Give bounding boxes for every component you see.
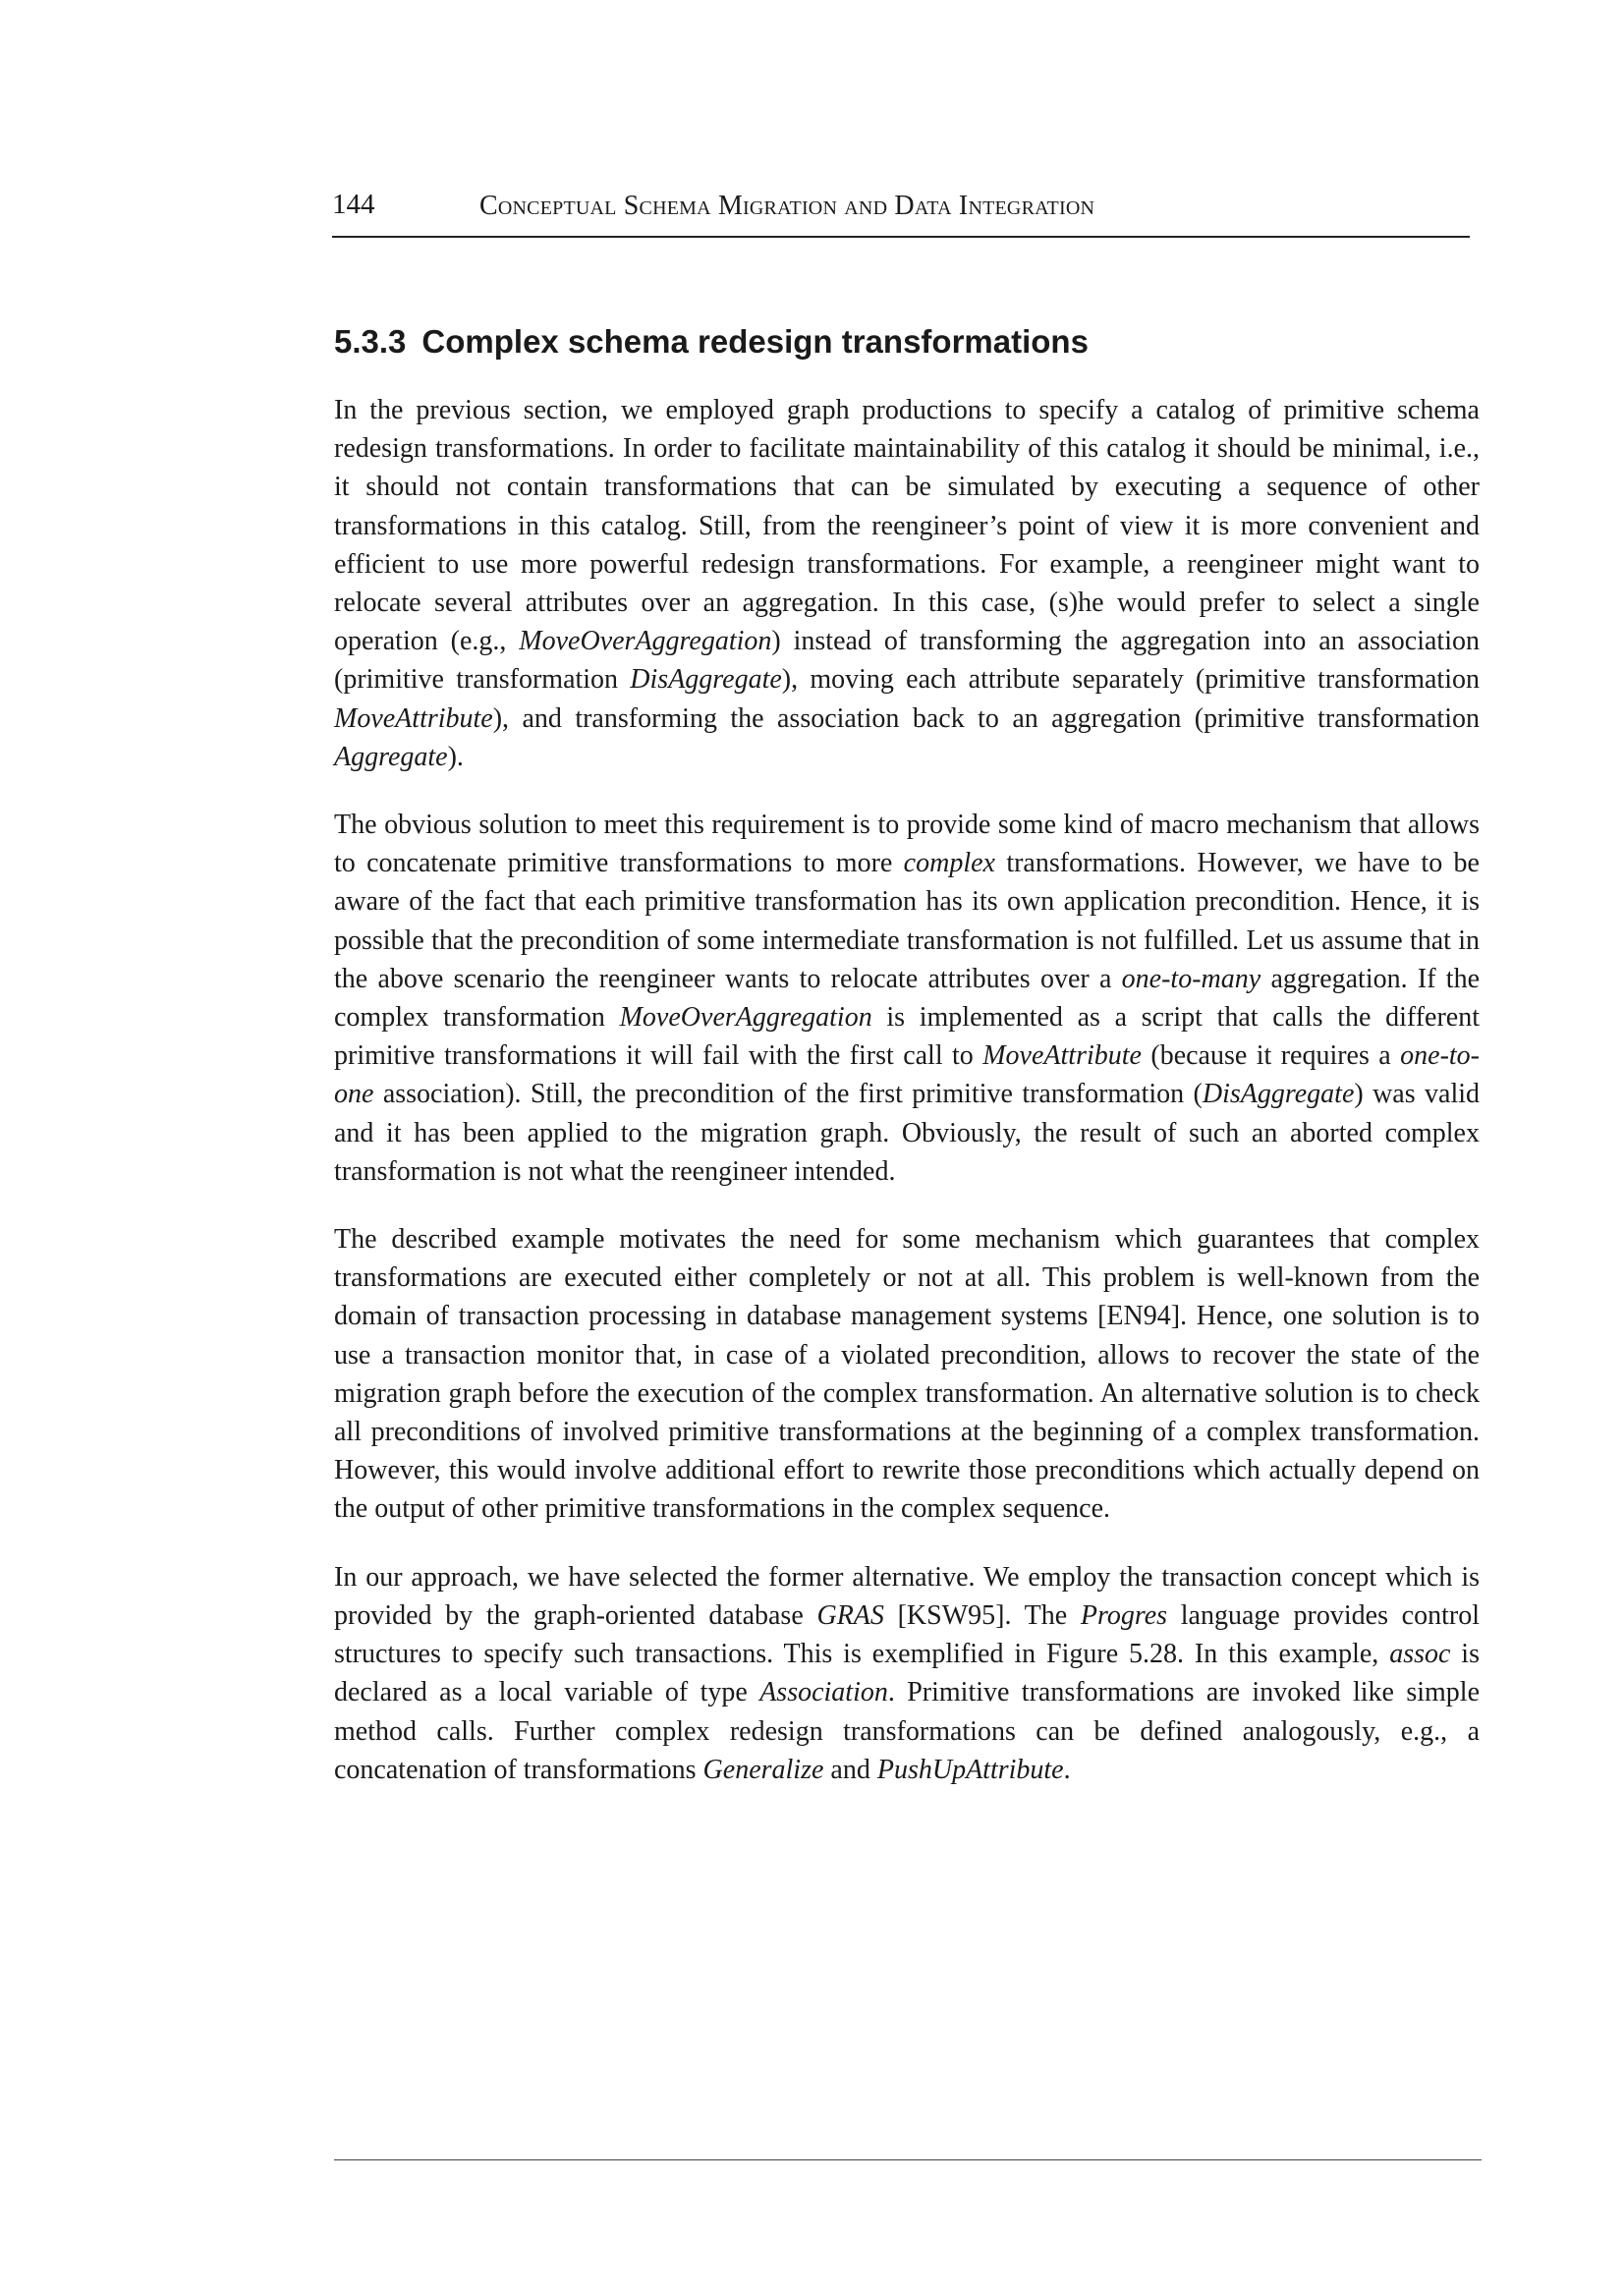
italic-term: Aggregate (334, 741, 448, 772)
text-run: aggregation. If the complex transformation (334, 963, 1480, 1034)
text-run: is implemented as a script that calls the different primitive transformations it will fail with the first call to (334, 1002, 1480, 1072)
italic-term: MoveOverAggregation (619, 1002, 872, 1034)
italic-term: PushUpAttribute (876, 1754, 1064, 1785)
italic-term: DisAggregate (630, 664, 782, 696)
section-number: 5.3.3 (334, 323, 407, 360)
body-text (334, 391, 1480, 1819)
text-run: and (823, 1754, 877, 1785)
section-title: Complex schema redesign transformations (421, 323, 1089, 360)
text-run: The obvious solution to meet this requirement is to provide some kind of macro mechanism that allows to concatenate primitive transformations to more (334, 810, 1480, 879)
text-run: ), and transforming the association back to an aggregation (primitive transformation (492, 702, 1480, 734)
italic-term: Association (759, 1677, 888, 1708)
text-run: . Primitive transformations are invoked like simple method calls. Further complex redesign transformations can be defined analogously, e.g., a concatenation of transformations (334, 1677, 1480, 1785)
section-heading (334, 322, 1089, 362)
footer-rule (334, 2159, 1482, 2160)
paragraph (334, 391, 1480, 776)
text-run: [KSW95]. The (883, 1599, 1081, 1631)
running-title: Conceptual Schema Migration and Data Integration (479, 191, 1095, 221)
paragraph (334, 806, 1480, 1191)
text-run: In the previous section, we employed graph productions to specify a catalog of primitive schema redesign transformations. In order to facilitate maintainability of this catalog it should be minimal, i.e., it should not contain transformations that can be simulated by executing a sequence of other transformations in this catalog. Still, from the reengineer’s point of view it is more convenient and efficient to use more powerful redesign transformations. For example, a reengineer might want to relocate several attributes over an aggregation. In this case, (s)he would prefer to select a single operation (e.g., (334, 395, 1480, 657)
paragraph (334, 1558, 1480, 1789)
text-run: The described example motivates the need for some mechanism which guarantees that complex transformations are executed either completely or not at all. This problem is well-known from the domain of transaction processing in database management systems [EN94]. Hence, one solution is to use a transaction monitor that, in case of a violated precondition, allows to recover the state of the migration graph before the execution of the complex transformation. An alternative solution is to check all preconditions of involved primitive transformations at the beginning of a complex transformation. However, this would involve additional effort to rewrite those preconditions which actually depend on the output of other primitive transformations in the complex sequence. (334, 1224, 1480, 1525)
text-run: ) instead of transforming the aggregation into an association (primitive transformation (334, 626, 1480, 696)
text-run: (because it requires a (1141, 1040, 1401, 1072)
text-run: ), moving each attribute separately (primitive transformation (781, 664, 1480, 696)
text-run: . (1063, 1754, 1071, 1785)
text-run: ). (447, 741, 464, 772)
text-run: language provides control structures to specify such transactions. This is exemplified in Figure 5.28. In this example, (334, 1599, 1480, 1670)
italic-term: complex (903, 848, 995, 879)
italic-term: assoc (1389, 1639, 1451, 1670)
text-run: is declared as a local variable of type (334, 1639, 1480, 1708)
italic-term: one-to-one (334, 1040, 1480, 1110)
page-number: 144 (332, 189, 375, 220)
running-header (332, 185, 1470, 238)
italic-term: MoveAttribute (334, 702, 493, 734)
text-run: ) was valid and it has been applied to the migration graph. Obviously, the result of such an aborted complex transformation is not what the reengineer intended. (334, 1079, 1480, 1187)
italic-term: one-to-many (1121, 963, 1261, 994)
text-run: In our approach, we have selected the former alternative. We employ the transaction concept which is provided by the graph-oriented database (334, 1561, 1480, 1631)
text-run: association). Still, the precondition of the first primitive transformation ( (373, 1079, 1203, 1110)
italic-term: MoveOverAggregation (519, 626, 772, 657)
italic-term: Generalize (702, 1754, 824, 1785)
italic-term: DisAggregate (1202, 1079, 1355, 1110)
text-run: transformations. However, we have to be aware of the fact that each primitive transformation has its own application precondition. Hence, it is possible that the precondition of some intermediate transformation is not fulfilled. Let us assume that in the above scenario the reengineer wants to relocate attributes over a (334, 848, 1480, 994)
paragraph (334, 1220, 1480, 1529)
italic-term: MoveAttribute (982, 1040, 1142, 1072)
italic-term: Progres (1080, 1599, 1168, 1631)
italic-term: GRAS (816, 1599, 884, 1631)
